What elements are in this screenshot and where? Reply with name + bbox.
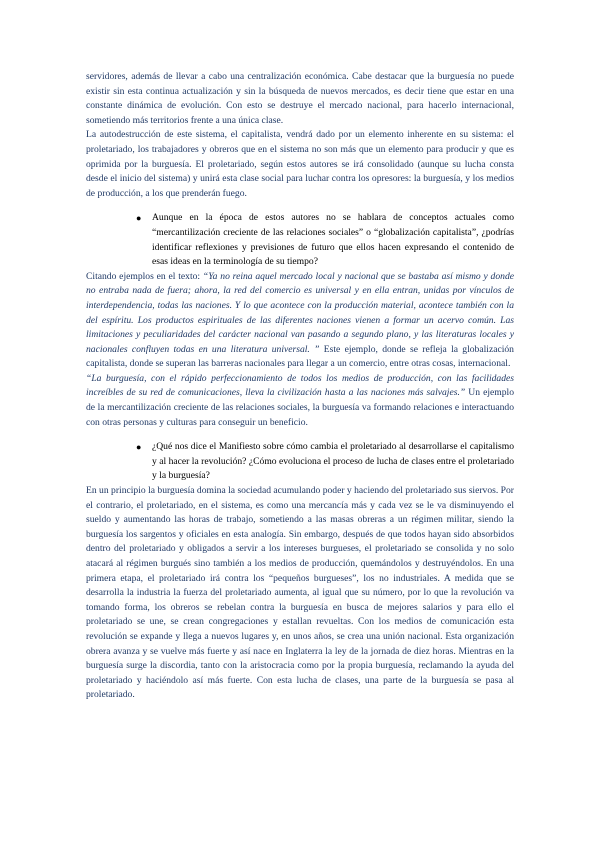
quote-text: “Ya no reina aquel mercado local y nacional que se bastaba así mismo y donde no entraba nada de fuera; ahora, la red del comercio es universal y en ella entran, unidas por vínculos de interdependencia, todas las naciones. Y lo que acontece con la producción material, acontece también con la del espíritu. Los productos espirituales de las diferentes naciones vienen a formar un acervo común. Las limitaciones y peculiaridades del carácter nacional van pasando a segundo plano, y las literaturas locales y nacionales confluyen todas en una literatura universal. ”	[86, 270, 514, 355]
spacer	[86, 201, 514, 211]
spacer	[86, 430, 514, 440]
question-globalizacion	[86, 211, 514, 269]
document-page	[86, 70, 514, 703]
paragraph-civilizacion	[86, 372, 514, 430]
bullet-icon: ●	[136, 442, 142, 453]
question-text: ¿Qué nos dice el Manifiesto sobre cómo cambia el proletariado al desarrollarse el capitalismo y al hacer la revolución? ¿Cómo evoluciona el proceso de lucha de clases entre el proletariado y la burguesía?	[152, 441, 514, 482]
paragraph-ejemplos	[86, 270, 514, 372]
question-text: Aunque en la época de estos autores no se hablara de conceptos actuales como “mercantilización creciente de las relaciones sociales” o “globalización capitalista”, ¿podrías identificar reflexiones y previsiones de futuro que ellos hacen expresando el contenido de esas ideas en la terminología de su tiempo?	[152, 212, 514, 268]
bullet-icon: ●	[136, 213, 142, 224]
quote-text: “La burguesía, con el rápido perfeccionamiento de todos los medios de producción, con las facilidades increíbles de su red de comunicaciones, lleva la civilización hasta a las naciones más salvajes.”	[86, 372, 514, 399]
paragraph-centralizacion: servidores, además de llevar a cabo una centralización económica. Cabe destacar que la burguesía no puede existir sin esta continua actualización y sin la búsqueda de nuevos mercados, es decir tiene que estar en una constante dinámica de evolución. Con esto se destruye el mercado nacional, para hacerlo internacional, sometiendo más territorios frente a una única clase.	[86, 71, 514, 126]
comment-text: Este ejemplo, donde se refleja la globalización capitalista, donde se superan las barreras nacionales para llegar a un comercio, entre otras cosas, internacional.	[86, 343, 514, 370]
question-proletariado	[86, 440, 514, 484]
paragraph-lucha-de-clases: En un principio la burguesía domina la sociedad acumulando poder y haciendo del proletariado sus siervos. Por el contrario, el proletariado, en el sistema, es como una mercancía más y cada vez se le va disminuyendo el sueldo y aumentando las horas de trabajo, sometiendo a las masas obreras a un régimen militar, siendo la burguesía los sargentos y oficiales en esta analogía. Sin embargo, después de que todos hayan sido absorbidos dentro del proletariado y obligados a servir a los intereses burgueses, el proletariado se consolida y no solo atacará al régimen burgués sino también a los medios de producción, quemándolos y destruyéndolos. En una primera etapa, el proletariado irá contra los “pequeños burgueses”, los no industriales. A medida que se desarrolla la industria la fuerza del proletariado aumenta, al igual que su número, por lo que la revolución va tomando forma, los obreros se rebelan contra la burguesía en busca de mejores salarios y para ello el proletariado se une, se crean congregaciones y estallan revueltas. Con los medios de comunicación esta revolución se expande y llega a nuevos lugares y, en unos años, se crea una unión nacional. Esta organización obrera avanza y se vuelve más fuerte y así nace en Inglaterra la ley de la jornada de diez horas. Mientras en la burguesía surge la discordia, tanto con la aristocracia como por la propia burguesía, reclamando la ayuda del proletariado y haciéndolo así más fuerte. Con esta lucha de clases, una parte de la burguesía se pasa al proletariado.	[86, 485, 514, 701]
intro-text: Citando ejemplos en el texto:	[86, 270, 203, 282]
comment-text: Un ejemplo de la mercantilización creciente de las relaciones sociales, la burguesía va formando relaciones e interactuando con otras personas y culturas para conseguir un beneficio.	[86, 387, 514, 428]
paragraph-autodestruccion: La autodestrucción de este sistema, el capitalista, vendrá dado por un elemento inherente en su sistema: el proletariado, los trabajadores y obreros que en el sistema no son más que un elemento para producir y que es oprimida por la burguesía. El proletariado, según estos autores se irá consolidado (aunque su lucha consta desde el inicio del sistema) y unirá esta clase social para luchar contra los opresores: la burguesía, y los medios de producción, a los que prenderán fuego.	[86, 129, 514, 199]
